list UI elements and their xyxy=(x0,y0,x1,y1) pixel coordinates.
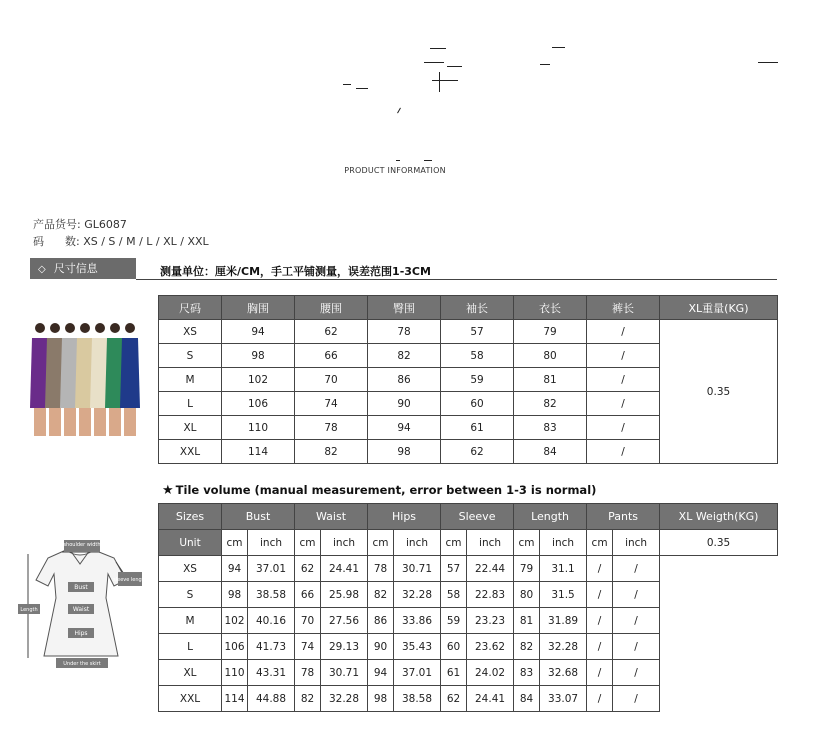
cn-cell: L xyxy=(159,392,222,416)
en-cell: 33.86 xyxy=(394,608,441,634)
unit-cell: cm xyxy=(587,530,613,556)
en-cell: 81 xyxy=(514,608,540,634)
size-range-label: 码 数: xyxy=(33,235,80,248)
cn-cell: 78 xyxy=(368,320,441,344)
cn-cell: / xyxy=(587,368,660,392)
en-cell: / xyxy=(613,582,660,608)
cn-cell: 62 xyxy=(295,320,368,344)
cn-size-table xyxy=(158,295,778,464)
table-row xyxy=(159,320,778,344)
en-cell: XS xyxy=(159,556,222,582)
en-cell: 32.28 xyxy=(540,634,587,660)
en-cell: 30.71 xyxy=(321,660,368,686)
en-cell: 86 xyxy=(368,608,394,634)
en-cell: 94 xyxy=(222,556,248,582)
en-cell: 29.13 xyxy=(321,634,368,660)
cn-cell: / xyxy=(587,416,660,440)
en-cell: / xyxy=(587,686,613,712)
cn-cell: 74 xyxy=(295,392,368,416)
en-cell: / xyxy=(613,634,660,660)
unit-cell: cm xyxy=(295,530,321,556)
en-cell: 66 xyxy=(295,582,321,608)
en-header-cell: Waist xyxy=(295,504,368,530)
cn-header-cell: 裤长 xyxy=(587,296,660,320)
en-cell: 22.83 xyxy=(467,582,514,608)
cn-cell: 106 xyxy=(222,392,295,416)
en-cell: M xyxy=(159,608,222,634)
cn-cell: / xyxy=(587,392,660,416)
en-header-cell: Length xyxy=(514,504,587,530)
en-cell: L xyxy=(159,634,222,660)
cn-cell: 102 xyxy=(222,368,295,392)
cn-cell: 70 xyxy=(295,368,368,392)
unit-cell: cm xyxy=(514,530,540,556)
cn-header-cell: 胸围 xyxy=(222,296,295,320)
en-cell: 98 xyxy=(222,582,248,608)
section-divider xyxy=(136,279,777,280)
en-cell: 35.43 xyxy=(394,634,441,660)
unit-cell: inch xyxy=(540,530,587,556)
en-header-cell: XL Weigth(KG) xyxy=(660,504,778,530)
en-cell: 94 xyxy=(368,660,394,686)
en-cell: 78 xyxy=(368,556,394,582)
measurement-diagram xyxy=(18,538,148,673)
en-cell: 58 xyxy=(441,582,467,608)
cn-cell: 84 xyxy=(514,440,587,464)
unit-cell: inch xyxy=(467,530,514,556)
table-row xyxy=(159,634,778,660)
en-cell: 74 xyxy=(295,634,321,660)
cn-cell: / xyxy=(587,344,660,368)
cn-cell: / xyxy=(587,440,660,464)
en-cell: 32.28 xyxy=(394,582,441,608)
en-cell: 24.41 xyxy=(321,556,368,582)
cn-cell: 94 xyxy=(368,416,441,440)
en-cell: / xyxy=(587,556,613,582)
en-cell: / xyxy=(587,634,613,660)
cn-cell: XS xyxy=(159,320,222,344)
waist-label: Waist xyxy=(72,606,90,613)
cn-cell: 79 xyxy=(514,320,587,344)
table-row xyxy=(159,608,778,634)
en-cell: 84 xyxy=(514,686,540,712)
en-cell: 24.02 xyxy=(467,660,514,686)
size-info-tab-label: 尺寸信息 xyxy=(53,262,98,275)
en-cell: 98 xyxy=(368,686,394,712)
cn-header-cell: 臀围 xyxy=(368,296,441,320)
hips-label: Hips xyxy=(74,630,88,637)
en-cell: 82 xyxy=(514,634,540,660)
en-cell: 23.23 xyxy=(467,608,514,634)
cn-cell: 78 xyxy=(295,416,368,440)
cn-cell: / xyxy=(587,320,660,344)
en-table-header xyxy=(159,504,778,530)
en-cell: / xyxy=(613,686,660,712)
en-cell: 23.62 xyxy=(467,634,514,660)
cn-cell: 60 xyxy=(441,392,514,416)
en-cell: 31.1 xyxy=(540,556,587,582)
en-cell: 114 xyxy=(222,686,248,712)
cn-cell: 82 xyxy=(514,392,587,416)
en-weight-cell: 0.35 xyxy=(660,530,778,556)
unit-cell: cm xyxy=(222,530,248,556)
product-code-line xyxy=(33,216,127,232)
en-cell: 62 xyxy=(441,686,467,712)
en-cell: / xyxy=(587,660,613,686)
en-cell: 32.28 xyxy=(321,686,368,712)
en-cell: XXL xyxy=(159,686,222,712)
sleeve-label: sleeve length xyxy=(113,577,147,583)
shoulder-label: shoulder width xyxy=(63,542,101,548)
cn-cell: 86 xyxy=(368,368,441,392)
en-cell: 82 xyxy=(368,582,394,608)
cn-table-header xyxy=(159,296,778,320)
cn-cell: 98 xyxy=(222,344,295,368)
product-code-value: GL6087 xyxy=(84,218,127,231)
en-cell: 31.5 xyxy=(540,582,587,608)
en-cell: 90 xyxy=(368,634,394,660)
en-cell: XL xyxy=(159,660,222,686)
en-cell: 57 xyxy=(441,556,467,582)
hem-label: Under the skirt xyxy=(63,661,101,667)
en-header-cell: Sleeve xyxy=(441,504,514,530)
cn-cell: 80 xyxy=(514,344,587,368)
en-cell: 40.16 xyxy=(248,608,295,634)
cn-cell: 81 xyxy=(514,368,587,392)
en-cell: 102 xyxy=(222,608,248,634)
measurement-note: 测量单位：厘米/CM，手工平铺测量，误差范围1-3CM xyxy=(160,265,431,278)
table-row xyxy=(159,686,778,712)
cn-cell: 62 xyxy=(441,440,514,464)
length-label: Length xyxy=(20,607,38,613)
cn-cell: 90 xyxy=(368,392,441,416)
cn-cell: XXL xyxy=(159,440,222,464)
en-cell: 62 xyxy=(295,556,321,582)
en-table-units-row xyxy=(159,530,778,556)
unit-label-cell: Unit xyxy=(159,530,222,556)
en-cell: 38.58 xyxy=(394,686,441,712)
en-cell: 83 xyxy=(514,660,540,686)
cn-cell: 58 xyxy=(441,344,514,368)
en-cell: 106 xyxy=(222,634,248,660)
en-cell: 110 xyxy=(222,660,248,686)
cn-cell: XL xyxy=(159,416,222,440)
en-cell: 61 xyxy=(441,660,467,686)
unit-cell: inch xyxy=(248,530,295,556)
en-cell: 79 xyxy=(514,556,540,582)
en-size-table xyxy=(158,503,778,712)
cn-header-cell: XL重量(KG) xyxy=(660,296,778,320)
unit-cell: inch xyxy=(394,530,441,556)
table-row xyxy=(159,556,778,582)
cn-header-cell: 袖长 xyxy=(441,296,514,320)
cn-cell: 94 xyxy=(222,320,295,344)
cn-header-cell: 尺码 xyxy=(159,296,222,320)
cn-cell: 61 xyxy=(441,416,514,440)
en-cell: 60 xyxy=(441,634,467,660)
size-info-tab xyxy=(30,258,136,279)
cn-cell: 110 xyxy=(222,416,295,440)
en-cell: 82 xyxy=(295,686,321,712)
cn-header-cell: 衣长 xyxy=(514,296,587,320)
cn-cell: 98 xyxy=(368,440,441,464)
en-cell: 31.89 xyxy=(540,608,587,634)
en-cell: 27.56 xyxy=(321,608,368,634)
en-cell: 25.98 xyxy=(321,582,368,608)
en-cell: / xyxy=(613,660,660,686)
size-range-value: XS / S / M / L / XL / XXL xyxy=(83,235,209,248)
en-cell: / xyxy=(587,582,613,608)
en-cell: 38.58 xyxy=(248,582,295,608)
en-header-cell: Sizes xyxy=(159,504,222,530)
en-cell: 78 xyxy=(295,660,321,686)
en-cell: 22.44 xyxy=(467,556,514,582)
en-cell: / xyxy=(587,608,613,634)
en-cell: 59 xyxy=(441,608,467,634)
diamond-icon: ◇ xyxy=(38,264,46,275)
tile-volume-title xyxy=(162,483,596,498)
en-cell: 80 xyxy=(514,582,540,608)
en-cell: 30.71 xyxy=(394,556,441,582)
en-cell: / xyxy=(613,556,660,582)
en-header-cell: Hips xyxy=(368,504,441,530)
table-row xyxy=(159,582,778,608)
unit-cell: cm xyxy=(368,530,394,556)
page-subtitle: PRODUCT INFORMATION xyxy=(344,166,446,175)
unit-cell: inch xyxy=(613,530,660,556)
product-code-label: 产品货号: xyxy=(33,218,81,231)
en-cell: 24.41 xyxy=(467,686,514,712)
unit-cell: cm xyxy=(441,530,467,556)
cn-cell: S xyxy=(159,344,222,368)
models-photo xyxy=(26,318,146,438)
cn-cell: M xyxy=(159,368,222,392)
en-cell: 70 xyxy=(295,608,321,634)
en-cell: 37.01 xyxy=(248,556,295,582)
cn-cell: 82 xyxy=(295,440,368,464)
unit-cell: inch xyxy=(321,530,368,556)
en-cell: 44.88 xyxy=(248,686,295,712)
en-cell: 32.68 xyxy=(540,660,587,686)
star-icon: ★ xyxy=(162,483,174,498)
cn-header-cell: 腰围 xyxy=(295,296,368,320)
en-header-cell: Pants xyxy=(587,504,660,530)
en-cell: 43.31 xyxy=(248,660,295,686)
en-cell: S xyxy=(159,582,222,608)
en-header-cell: Bust xyxy=(222,504,295,530)
cn-cell: 82 xyxy=(368,344,441,368)
bust-label: Bust xyxy=(74,584,88,591)
tile-volume-text: Tile volume (manual measurement, error between 1-3 is normal) xyxy=(175,483,597,497)
en-cell: / xyxy=(613,608,660,634)
cn-cell: 83 xyxy=(514,416,587,440)
cn-cell: 57 xyxy=(441,320,514,344)
en-cell: 41.73 xyxy=(248,634,295,660)
cn-cell: 66 xyxy=(295,344,368,368)
en-cell: 37.01 xyxy=(394,660,441,686)
table-row xyxy=(159,660,778,686)
cn-cell: 59 xyxy=(441,368,514,392)
cn-weight-cell: 0.35 xyxy=(660,320,778,464)
size-range-line xyxy=(33,233,209,249)
en-cell: 33.07 xyxy=(540,686,587,712)
cn-cell: 114 xyxy=(222,440,295,464)
